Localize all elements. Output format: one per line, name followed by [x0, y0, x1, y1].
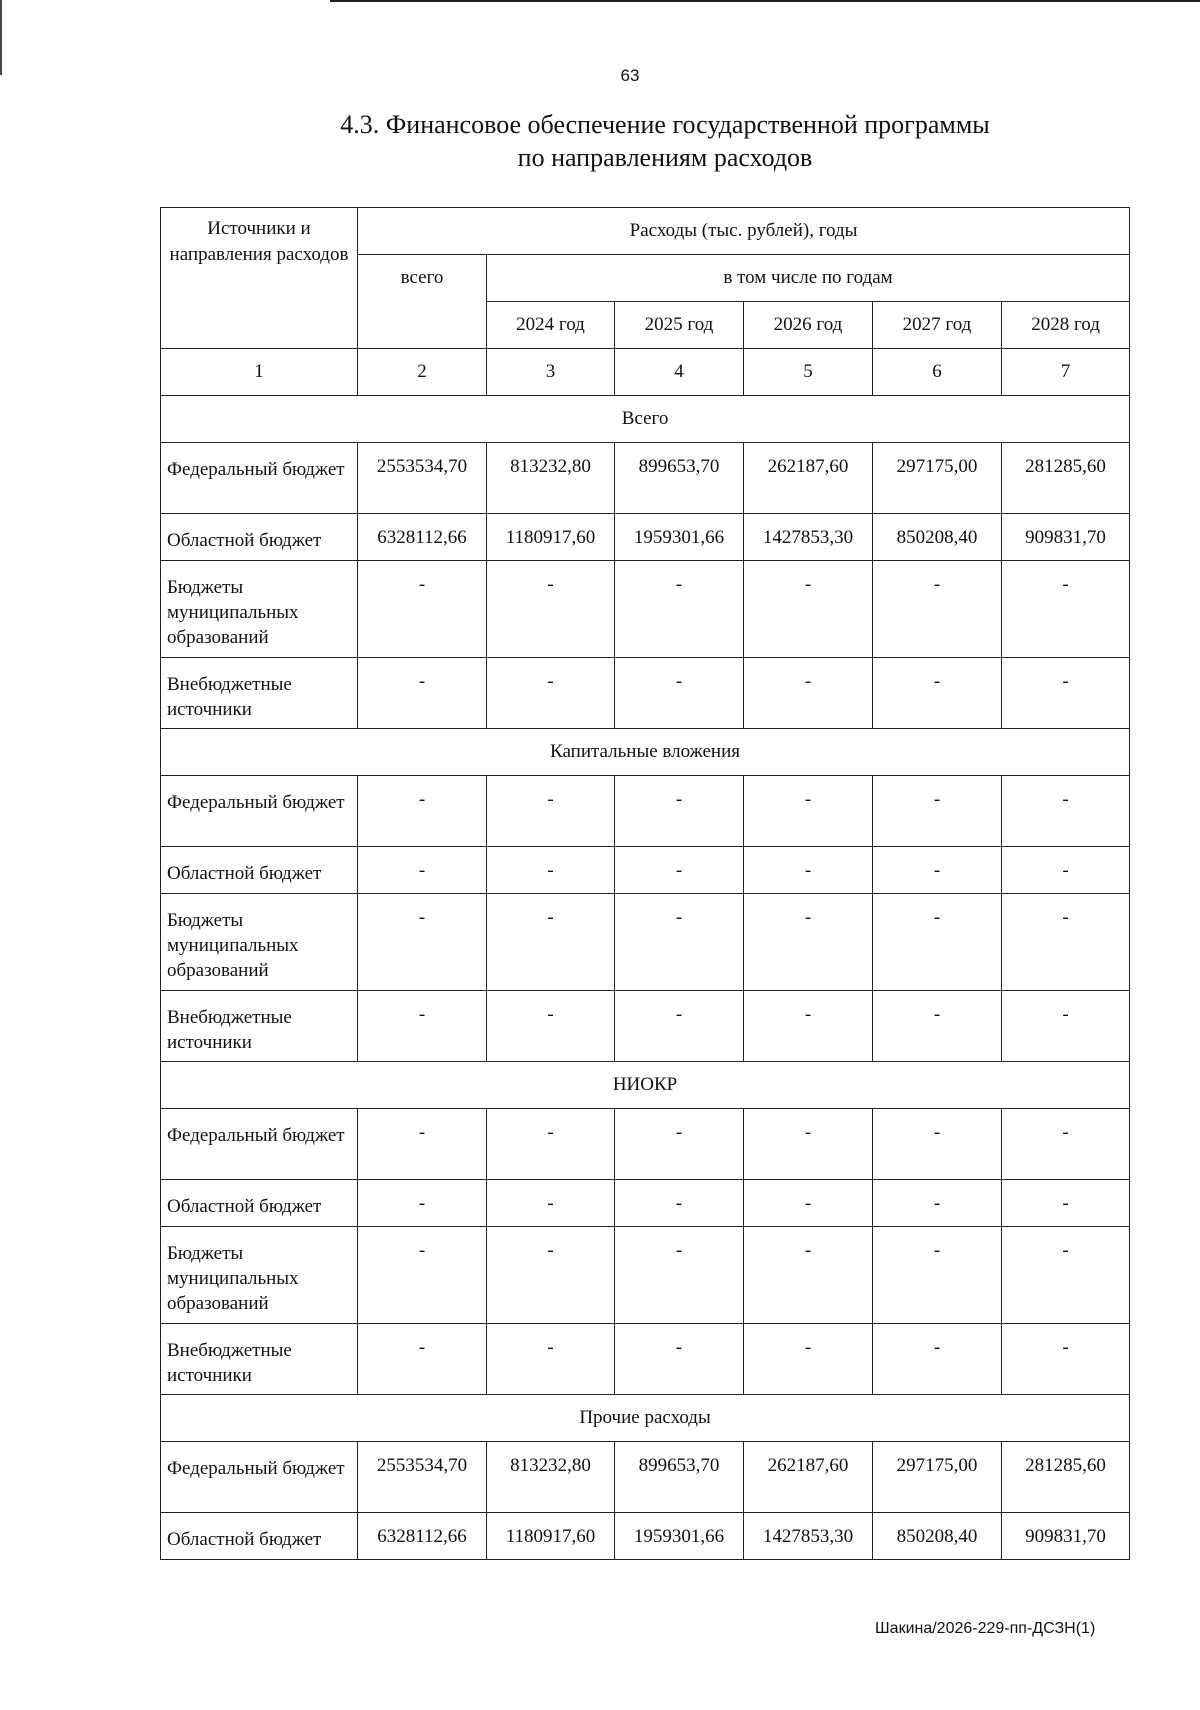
- value-cell: -: [873, 1324, 1002, 1395]
- value-cell: -: [487, 1324, 615, 1395]
- col-number-4: 4: [615, 349, 744, 396]
- table-row: [161, 894, 1130, 991]
- row-label: Областной бюджет: [161, 1513, 358, 1560]
- col-number-6: 6: [873, 349, 1002, 396]
- value-cell: 281285,60: [1002, 1442, 1130, 1513]
- header-row-1: [161, 208, 1130, 255]
- value-cell: 6328112,66: [358, 514, 487, 561]
- value-cell: 262187,60: [744, 443, 873, 514]
- value-cell: -: [487, 561, 615, 658]
- value-cell: -: [1002, 561, 1130, 658]
- row-label: Внебюджетные источники: [161, 991, 358, 1062]
- value-cell: 813232,80: [487, 1442, 615, 1513]
- value-cell: -: [744, 991, 873, 1062]
- value-cell: -: [358, 1324, 487, 1395]
- value-cell: 281285,60: [1002, 443, 1130, 514]
- value-cell: 2553534,70: [358, 1442, 487, 1513]
- table-row: [161, 1442, 1130, 1513]
- value-cell: -: [615, 847, 744, 894]
- finance-table-body: [161, 208, 1130, 1560]
- value-cell: -: [358, 894, 487, 991]
- finance-table: [160, 207, 1130, 1560]
- value-cell: 6328112,66: [358, 1513, 487, 1560]
- page-title: [0, 108, 1200, 174]
- header-year-2025: 2025 год: [615, 302, 744, 349]
- header-by-years: в том числе по годам: [487, 255, 1130, 302]
- value-cell: 850208,40: [873, 1513, 1002, 1560]
- value-cell: -: [358, 1109, 487, 1180]
- col-number-5: 5: [744, 349, 873, 396]
- header-year-2028: 2028 год: [1002, 302, 1130, 349]
- value-cell: -: [487, 1180, 615, 1227]
- col-number-2: 2: [358, 349, 487, 396]
- document-footer: Шакина/2026-229-пп-ДСЗН(1): [875, 1620, 1096, 1637]
- value-cell: -: [873, 1227, 1002, 1324]
- value-cell: -: [744, 1324, 873, 1395]
- value-cell: 262187,60: [744, 1442, 873, 1513]
- row-label: Федеральный бюджет: [161, 776, 358, 847]
- table-row: [161, 1227, 1130, 1324]
- value-cell: 899653,70: [615, 443, 744, 514]
- value-cell: -: [1002, 1180, 1130, 1227]
- value-cell: 813232,80: [487, 443, 615, 514]
- section-title: Всего: [161, 396, 1130, 443]
- value-cell: -: [358, 1227, 487, 1324]
- top-scan-line: [330, 0, 1200, 6]
- section-row: [161, 729, 1130, 776]
- table-row: [161, 847, 1130, 894]
- value-cell: -: [358, 1180, 487, 1227]
- value-cell: -: [873, 991, 1002, 1062]
- section-row: [161, 1395, 1130, 1442]
- value-cell: -: [1002, 1227, 1130, 1324]
- value-cell: -: [358, 776, 487, 847]
- value-cell: -: [873, 1180, 1002, 1227]
- table-row: [161, 443, 1130, 514]
- row-label: Внебюджетные источники: [161, 1324, 358, 1395]
- value-cell: 1180917,60: [487, 514, 615, 561]
- column-number-row: [161, 349, 1130, 396]
- value-cell: -: [1002, 776, 1130, 847]
- row-label: Бюджеты муниципальных образований: [161, 894, 358, 991]
- table-row: [161, 1324, 1130, 1395]
- row-label: Бюджеты муниципальных образований: [161, 561, 358, 658]
- value-cell: -: [487, 991, 615, 1062]
- value-cell: 899653,70: [615, 1442, 744, 1513]
- value-cell: -: [615, 561, 744, 658]
- value-cell: -: [615, 1180, 744, 1227]
- table-row: [161, 561, 1130, 658]
- value-cell: -: [744, 561, 873, 658]
- value-cell: -: [744, 1109, 873, 1180]
- table-row: [161, 776, 1130, 847]
- col-number-1: 1: [161, 349, 358, 396]
- value-cell: -: [358, 847, 487, 894]
- section-title: Капитальные вложения: [161, 729, 1130, 776]
- value-cell: -: [1002, 847, 1130, 894]
- value-cell: -: [615, 1227, 744, 1324]
- value-cell: 1959301,66: [615, 514, 744, 561]
- row-label: Внебюджетные источники: [161, 658, 358, 729]
- value-cell: 1427853,30: [744, 514, 873, 561]
- value-cell: -: [487, 1109, 615, 1180]
- value-cell: -: [744, 894, 873, 991]
- row-label: Областной бюджет: [161, 514, 358, 561]
- value-cell: -: [615, 1324, 744, 1395]
- value-cell: -: [1002, 1324, 1130, 1395]
- col-number-7: 7: [1002, 349, 1130, 396]
- header-sources: Источники и направления расходов: [161, 208, 358, 349]
- row-label: Областной бюджет: [161, 1180, 358, 1227]
- value-cell: -: [1002, 1109, 1130, 1180]
- value-cell: -: [615, 894, 744, 991]
- header-total: всего: [358, 255, 487, 349]
- value-cell: -: [1002, 894, 1130, 991]
- left-scan-mark: [0, 0, 2, 75]
- value-cell: 1180917,60: [487, 1513, 615, 1560]
- row-label: Федеральный бюджет: [161, 1442, 358, 1513]
- value-cell: -: [487, 847, 615, 894]
- value-cell: -: [615, 991, 744, 1062]
- value-cell: -: [744, 847, 873, 894]
- title-line-2: по направлениям расходов: [517, 143, 813, 172]
- header-expenses: Расходы (тыс. рублей), годы: [358, 208, 1130, 255]
- table-row: [161, 991, 1130, 1062]
- value-cell: -: [1002, 991, 1130, 1062]
- col-number-3: 3: [487, 349, 615, 396]
- header-year-2024: 2024 год: [487, 302, 615, 349]
- section-title: Прочие расходы: [161, 1395, 1130, 1442]
- row-label: Федеральный бюджет: [161, 1109, 358, 1180]
- value-cell: 909831,70: [1002, 1513, 1130, 1560]
- value-cell: -: [873, 776, 1002, 847]
- value-cell: -: [358, 561, 487, 658]
- table-row: [161, 1109, 1130, 1180]
- value-cell: -: [873, 561, 1002, 658]
- value-cell: -: [487, 894, 615, 991]
- table-row: [161, 658, 1130, 729]
- value-cell: 850208,40: [873, 514, 1002, 561]
- value-cell: 2553534,70: [358, 443, 487, 514]
- value-cell: 1427853,30: [744, 1513, 873, 1560]
- value-cell: 297175,00: [873, 443, 1002, 514]
- value-cell: 297175,00: [873, 1442, 1002, 1513]
- value-cell: -: [487, 658, 615, 729]
- value-cell: -: [744, 776, 873, 847]
- value-cell: -: [358, 658, 487, 729]
- value-cell: -: [615, 1109, 744, 1180]
- page-number: 63: [620, 66, 640, 85]
- header-year-2027: 2027 год: [873, 302, 1002, 349]
- value-cell: -: [358, 991, 487, 1062]
- section-title: НИОКР: [161, 1062, 1130, 1109]
- value-cell: -: [487, 1227, 615, 1324]
- row-label: Федеральный бюджет: [161, 443, 358, 514]
- value-cell: -: [615, 776, 744, 847]
- value-cell: -: [873, 658, 1002, 729]
- table-row: [161, 514, 1130, 561]
- row-label: Областной бюджет: [161, 847, 358, 894]
- value-cell: -: [873, 1109, 1002, 1180]
- title-line-1: 4.3. Финансовое обеспечение государственной программы: [340, 110, 990, 139]
- value-cell: -: [744, 1227, 873, 1324]
- section-row: [161, 1062, 1130, 1109]
- section-row: [161, 396, 1130, 443]
- value-cell: -: [1002, 658, 1130, 729]
- row-label: Бюджеты муниципальных образований: [161, 1227, 358, 1324]
- value-cell: 1959301,66: [615, 1513, 744, 1560]
- header-year-2026: 2026 год: [744, 302, 873, 349]
- value-cell: -: [615, 658, 744, 729]
- value-cell: -: [744, 1180, 873, 1227]
- table-row: [161, 1513, 1130, 1560]
- value-cell: -: [744, 658, 873, 729]
- value-cell: -: [873, 847, 1002, 894]
- value-cell: 909831,70: [1002, 514, 1130, 561]
- value-cell: -: [873, 894, 1002, 991]
- value-cell: -: [487, 776, 615, 847]
- table-row: [161, 1180, 1130, 1227]
